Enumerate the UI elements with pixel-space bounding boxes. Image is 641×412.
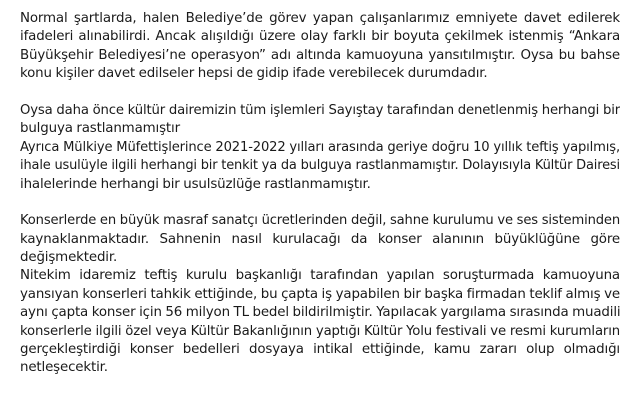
text-line: ihalelerinde herhangi bir usulsüzlüğe rastlanmamıştır. [20, 176, 371, 192]
text-line: netleşecektir. [20, 360, 108, 376]
text-line: yansıyan konserleri tahkik ettiğinde, bu çapta iş yapabilen bir başka firmadan teklif almış ve [20, 286, 620, 302]
paragraph-spacer [20, 194, 620, 212]
text-line: konu kişiler davet edilseler hepsi de gidip ifade verebilecek durumdadır. [20, 66, 488, 82]
paragraph-spacer [20, 84, 620, 102]
text-line: Ayrıca Mülkiye Müfettişlerince 2021-2022 yılları arasında geriye doğru 10 yıllık teftiş yapılmış, [20, 139, 620, 155]
text-line: bulguya rastlanmamıştır [20, 121, 180, 137]
text-line: Oysa daha önce kültür dairemizin tüm işlemleri Sayıştay tarafından denetlenmiş herhangi bir [20, 102, 620, 118]
paragraph-concert-costs [20, 212, 620, 378]
text-line: konserlerle ilgili özel veya Kültür Bakanlığının yaptığı Kültür Yolu festivali ve resmi kurumların [20, 323, 620, 339]
text-line: aynı çapta konser için 56 milyon TL bedel bildirilmiştir. Yapılacak yargılama sırasında muadili [20, 305, 620, 321]
text-line: ifadeleri alınabilirdi. Ancak alışıldığı üzere olay farklı bir boyuta çekilmek istenmiş “Ankara [20, 29, 620, 45]
text-line: Nitekim idaremiz teftiş kurulu başkanlığı tarafından yapılan soruşturmada kamuoyuna [20, 268, 620, 284]
paragraph-police-invitation [20, 10, 620, 84]
text-line: Büyükşehir Belediyesi’ne operasyon” adı altında kamuoyuna yansıtılmıştır. Oysa bu bahse [20, 47, 620, 63]
text-line: Normal şartlarda, halen Belediye’de görev yapan çalışanlarımız emniyete davet edilerek [20, 11, 620, 26]
text-line: Konserlerde en büyük masraf sanatçı ücretlerinden değil, sahne kurulumu ve ses sisteminden [20, 213, 620, 229]
document-body [20, 10, 620, 378]
paragraph-audit-findings [20, 102, 620, 194]
text-line: ihale usulüyle ilgili herhangi bir tenkit ya da bulguya rastlanmamıştır. Dolayısıyla Kültür Dairesi [20, 158, 620, 174]
text-line: kaynaklanmaktadır. Sahnenin nasıl kurulacağı da konser alanının büyüklüğüne göre [20, 231, 620, 247]
text-line: gerçekleştirdiği konser bedelleri dosyaya intikal ettiğinde, kamu zararı olup olmadığı [20, 342, 620, 358]
text-line: değişmektedir. [20, 250, 118, 266]
